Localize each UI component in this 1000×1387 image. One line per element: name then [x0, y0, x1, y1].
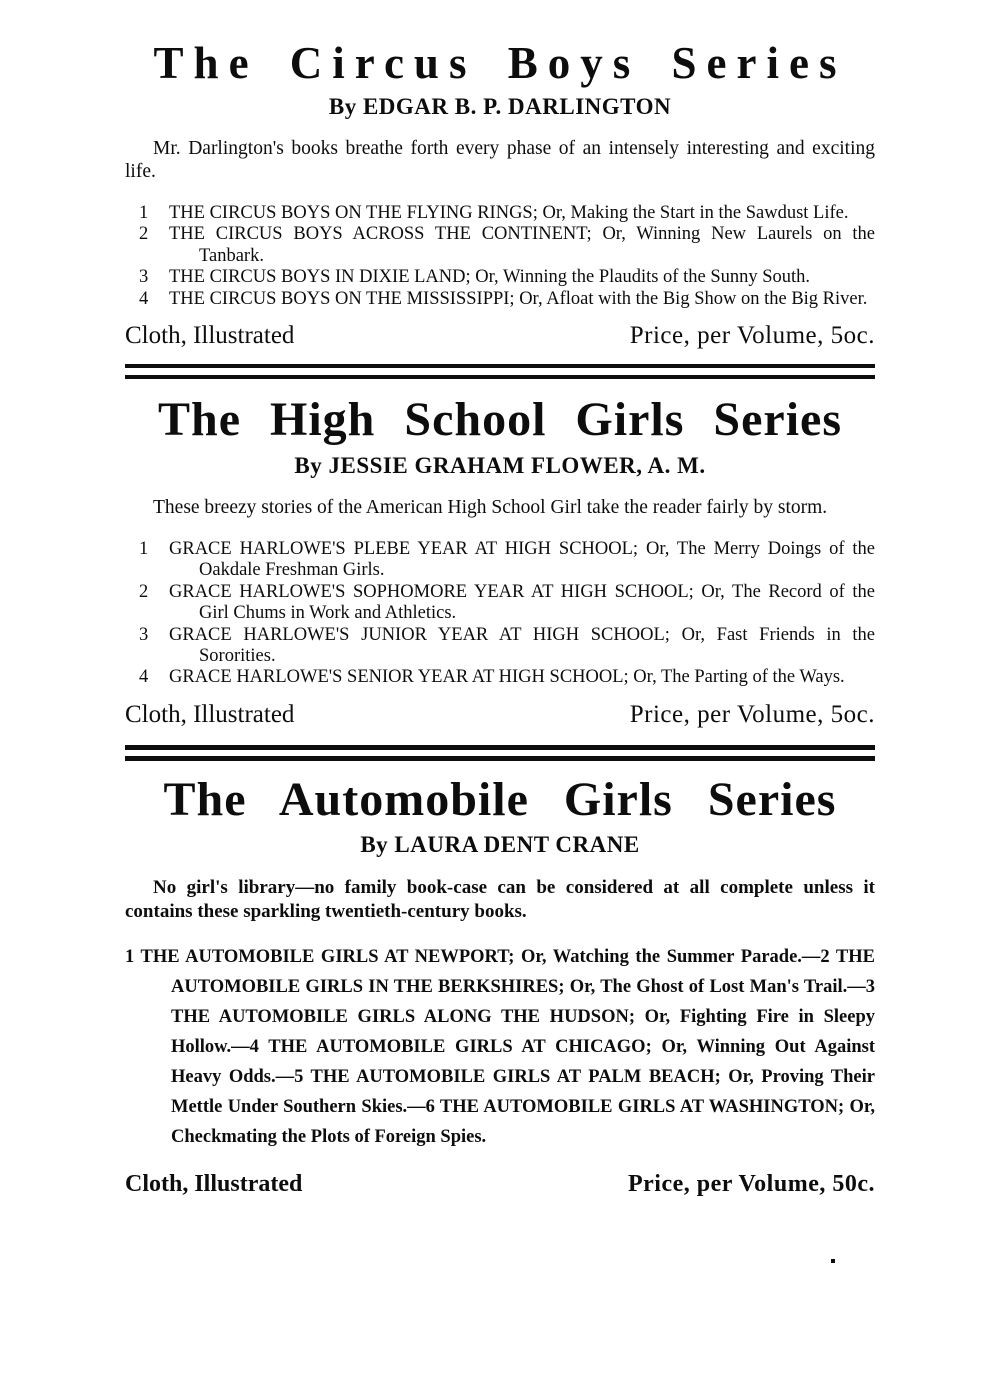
item-text: THE CIRCUS BOYS ACROSS THE CONTINENT; Or, Winning New Laurels on the Tanbark.	[169, 224, 875, 266]
price-label: Price, per Volume, 5oc.	[629, 322, 875, 350]
section-byline: By LAURA DENT CRANE	[360, 832, 640, 858]
binding-price-row	[125, 322, 875, 350]
section-high-school-girls	[125, 395, 875, 729]
item-number: 4	[139, 667, 149, 688]
book-list-item	[125, 625, 875, 668]
section-intro: Mr. Darlington's books breathe forth every phase of an intensely interesting and exciting life.	[125, 138, 875, 182]
price-label: Price, per Volume, 5oc.	[629, 700, 875, 728]
book-list-item	[125, 289, 875, 310]
book-list	[125, 539, 875, 689]
item-text: GRACE HARLOWE'S SOPHOMORE YEAR AT HIGH SCHOOL; Or, The Record of the Girl Chums in Work and Athletics.	[169, 581, 875, 624]
book-list-item	[125, 267, 875, 288]
book-list-item	[125, 539, 875, 582]
item-number: 3	[139, 624, 149, 645]
binding-label: Cloth, Illustrated	[125, 700, 295, 728]
item-number: 1	[139, 538, 149, 559]
section-title: The Automobile Girls Series	[163, 772, 837, 826]
item-number: 2	[139, 581, 149, 602]
section-divider	[125, 364, 875, 379]
section-intro: These breezy stories of the American High School Girl take the reader fairly by storm.	[153, 496, 828, 518]
book-list	[125, 203, 875, 310]
item-number: 3	[139, 267, 149, 288]
section-divider	[125, 745, 875, 761]
book-list-item	[125, 667, 875, 688]
book-list-item	[125, 224, 875, 267]
book-list-item	[125, 203, 875, 224]
scan-speck	[831, 1259, 835, 1263]
section-byline: By EDGAR B. P. DARLINGTON	[328, 94, 672, 120]
binding-price-row	[125, 701, 875, 729]
item-text: GRACE HARLOWE'S JUNIOR YEAR AT HIGH SCHOOL; Or, Fast Friends in the Sororities.	[169, 624, 875, 666]
section-title: The High School Girls Series	[157, 393, 843, 447]
item-text: THE CIRCUS BOYS IN DIXIE LAND; Or, Winning the Plaudits of the Sunny South.	[169, 267, 811, 288]
item-number: 4	[139, 288, 149, 309]
price-label: Price, per Volume, 50c.	[627, 1171, 875, 1198]
section-intro: No girl's library—no family book-case can be considered at all complete unless it contains these sparkling twentieth-century books.	[125, 877, 875, 923]
binding-label: Cloth, Illustrated	[125, 1171, 303, 1198]
binding-price-row	[125, 1171, 875, 1198]
item-number: 2	[139, 224, 149, 245]
item-text: THE CIRCUS BOYS ON THE FLYING RINGS; Or, Making the Start in the Sawdust Life.	[169, 202, 849, 223]
book-list-item	[125, 582, 875, 625]
section-byline: By JESSIE GRAHAM FLOWER, A. M.	[294, 452, 706, 478]
item-text: GRACE HARLOWE'S SENIOR YEAR AT HIGH SCHOOL; Or, The Parting of the Ways.	[169, 667, 845, 688]
item-number: 1	[139, 202, 149, 223]
binding-label: Cloth, Illustrated	[125, 322, 295, 350]
section-title: The Circus Boys Series	[153, 38, 847, 88]
item-text: THE CIRCUS BOYS ON THE MISSISSIPPI; Or, Afloat with the Big Show on the Big River.	[169, 288, 868, 309]
book-list-paragraph: 1 THE AUTOMOBILE GIRLS AT NEWPORT; Or, Watching the Summer Parade.—2 THE AUTOMOBILE GIRLS IN THE BERKSHIRES; Or, The Ghost of Lost Man's Trail.—3 THE AUTOMOBILE GIRLS ALONG THE HUDSON; Or, Fighting Fire in Sleepy Hollow.—4 THE AUTOMOBILE GIRLS AT CHICAGO; Or, Winning Out Against Heavy Odds.—5 THE AUTOMOBILE GIRLS AT PALM BEACH; Or, Proving Their Mettle Under Southern Skies.—6 THE AUTOMOBILE GIRLS AT WASHINGTON; Or, Checkmating the Plots of Foreign Spies.	[125, 946, 875, 1147]
item-text: GRACE HARLOWE'S PLEBE YEAR AT HIGH SCHOOL; Or, The Merry Doings of the Oakdale Freshman Girls.	[169, 538, 875, 581]
section-automobile-girls	[125, 772, 875, 1198]
section-circus-boys	[125, 40, 875, 350]
